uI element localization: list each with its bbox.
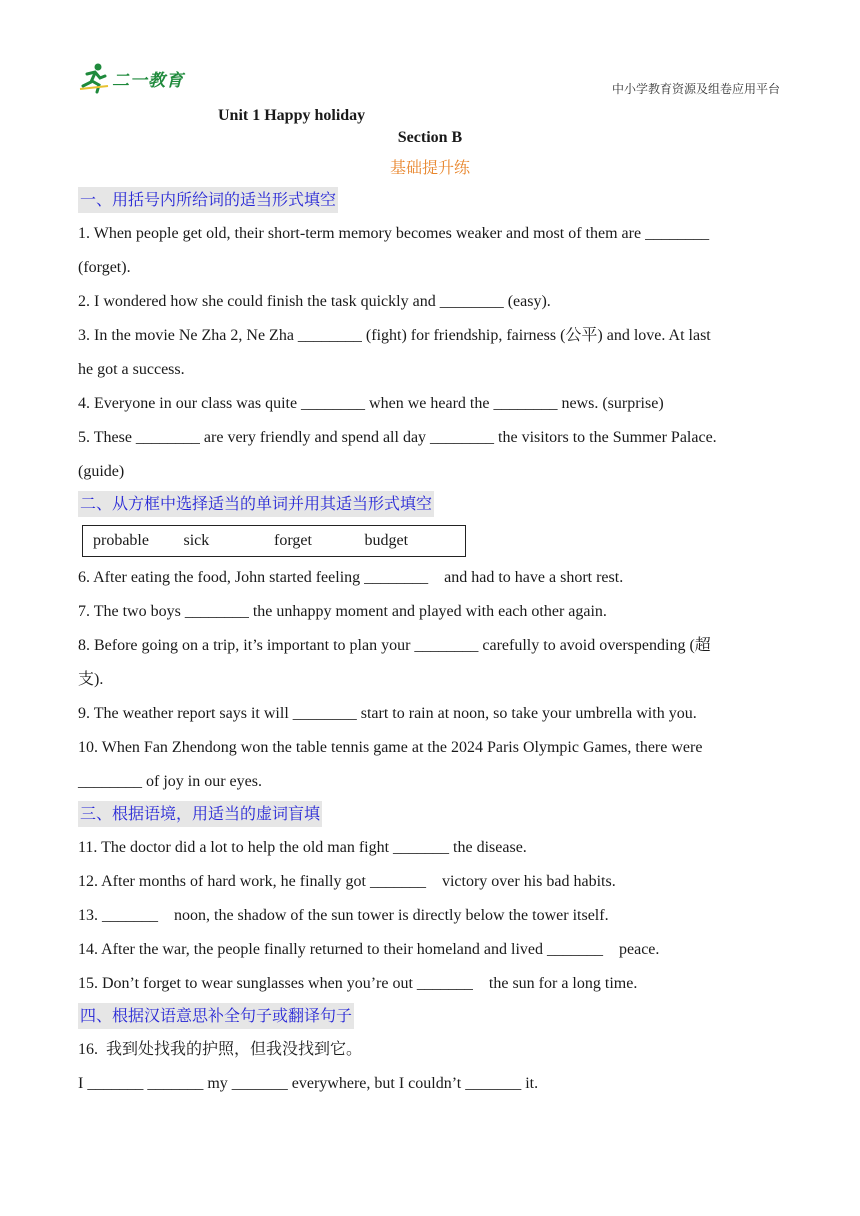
question-line: 4. Everyone in our class was quite ________ when we heard the ________ news. (surprise) bbox=[78, 395, 664, 412]
word-box-item: forget bbox=[274, 532, 312, 549]
question-line: 支). bbox=[78, 671, 104, 688]
part4-heading: 四、根据汉语意思补全句子或翻译句子 bbox=[78, 1003, 354, 1029]
part3-heading: 三、根据语境，用适当的虚词盲填 bbox=[78, 801, 322, 827]
question-line: 9. The weather report says it will ________ start to rain at noon, so take your umbrella with you. bbox=[78, 705, 697, 722]
exercise-subtitle: 基础提升练 bbox=[389, 158, 470, 177]
unit-title: Unit 1 Happy holiday bbox=[218, 107, 366, 124]
part1-heading: 一、用括号内所给词的适当形式填空 bbox=[78, 187, 338, 213]
worksheet-content bbox=[78, 185, 778, 1101]
question-line: (forget). bbox=[78, 259, 131, 276]
question-line: 8. Before going on a trip, it’s important to plan your ________ carefully to avoid overspending (超 bbox=[78, 637, 711, 654]
logo bbox=[78, 62, 190, 94]
question-line: 2. I wondered how she could finish the task quickly and ________ (easy). bbox=[78, 293, 551, 310]
word-box-item: probable bbox=[93, 532, 149, 549]
question-line: (guide) bbox=[78, 463, 125, 480]
question-line: 12. After months of hard work, he finally got _______ victory over his bad habits. bbox=[78, 873, 616, 890]
word-box bbox=[82, 525, 466, 557]
word-box-item: budget bbox=[364, 532, 409, 549]
part2-heading: 二、从方框中选择适当的单词并用其适当形式填空 bbox=[78, 491, 434, 517]
question-line: 16. 我到处找我的护照，但我没找到它。 bbox=[78, 1041, 363, 1058]
question-line: 15. Don’t forget to wear sunglasses when you’re out _______ the sun for a long time. bbox=[78, 975, 638, 992]
question-line: 11. The doctor did a lot to help the old man fight _______ the disease. bbox=[78, 839, 527, 856]
question-line: 10. When Fan Zhendong won the table tennis game at the 2024 Paris Olympic Games, there were bbox=[78, 739, 703, 756]
logo-text: 二一教育 bbox=[112, 71, 184, 91]
platform-name: 中小学教育资源及组卷应用平台 bbox=[611, 82, 780, 96]
question-line: 1. When people get old, their short-term memory becomes weaker and most of them are ________ bbox=[78, 225, 710, 242]
runner-logo-icon bbox=[78, 62, 112, 94]
question-line: ________ of joy in our eyes. bbox=[78, 773, 262, 790]
question-line: 6. After eating the food, John started feeling ________ and had to have a short rest. bbox=[78, 569, 624, 586]
question-line: 13. _______ noon, the shadow of the sun tower is directly below the tower itself. bbox=[78, 907, 609, 924]
question-line: 7. The two boys ________ the unhappy moment and played with each other again. bbox=[78, 603, 607, 620]
question-line: I _______ _______ my _______ everywhere, but I couldn’t _______ it. bbox=[78, 1075, 539, 1092]
section-title: Section B bbox=[397, 129, 463, 146]
question-line: 5. These ________ are very friendly and spend all day ________ the visitors to the Summer Palace. bbox=[78, 429, 717, 446]
question-line: 3. In the movie Ne Zha 2, Ne Zha ________ (fight) for friendship, fairness (公平) and love. At last bbox=[78, 327, 711, 344]
question-line: 14. After the war, the people finally returned to their homeland and lived _______ peace. bbox=[78, 941, 660, 958]
word-box-item: sick bbox=[183, 532, 210, 549]
question-line: he got a success. bbox=[78, 361, 185, 378]
